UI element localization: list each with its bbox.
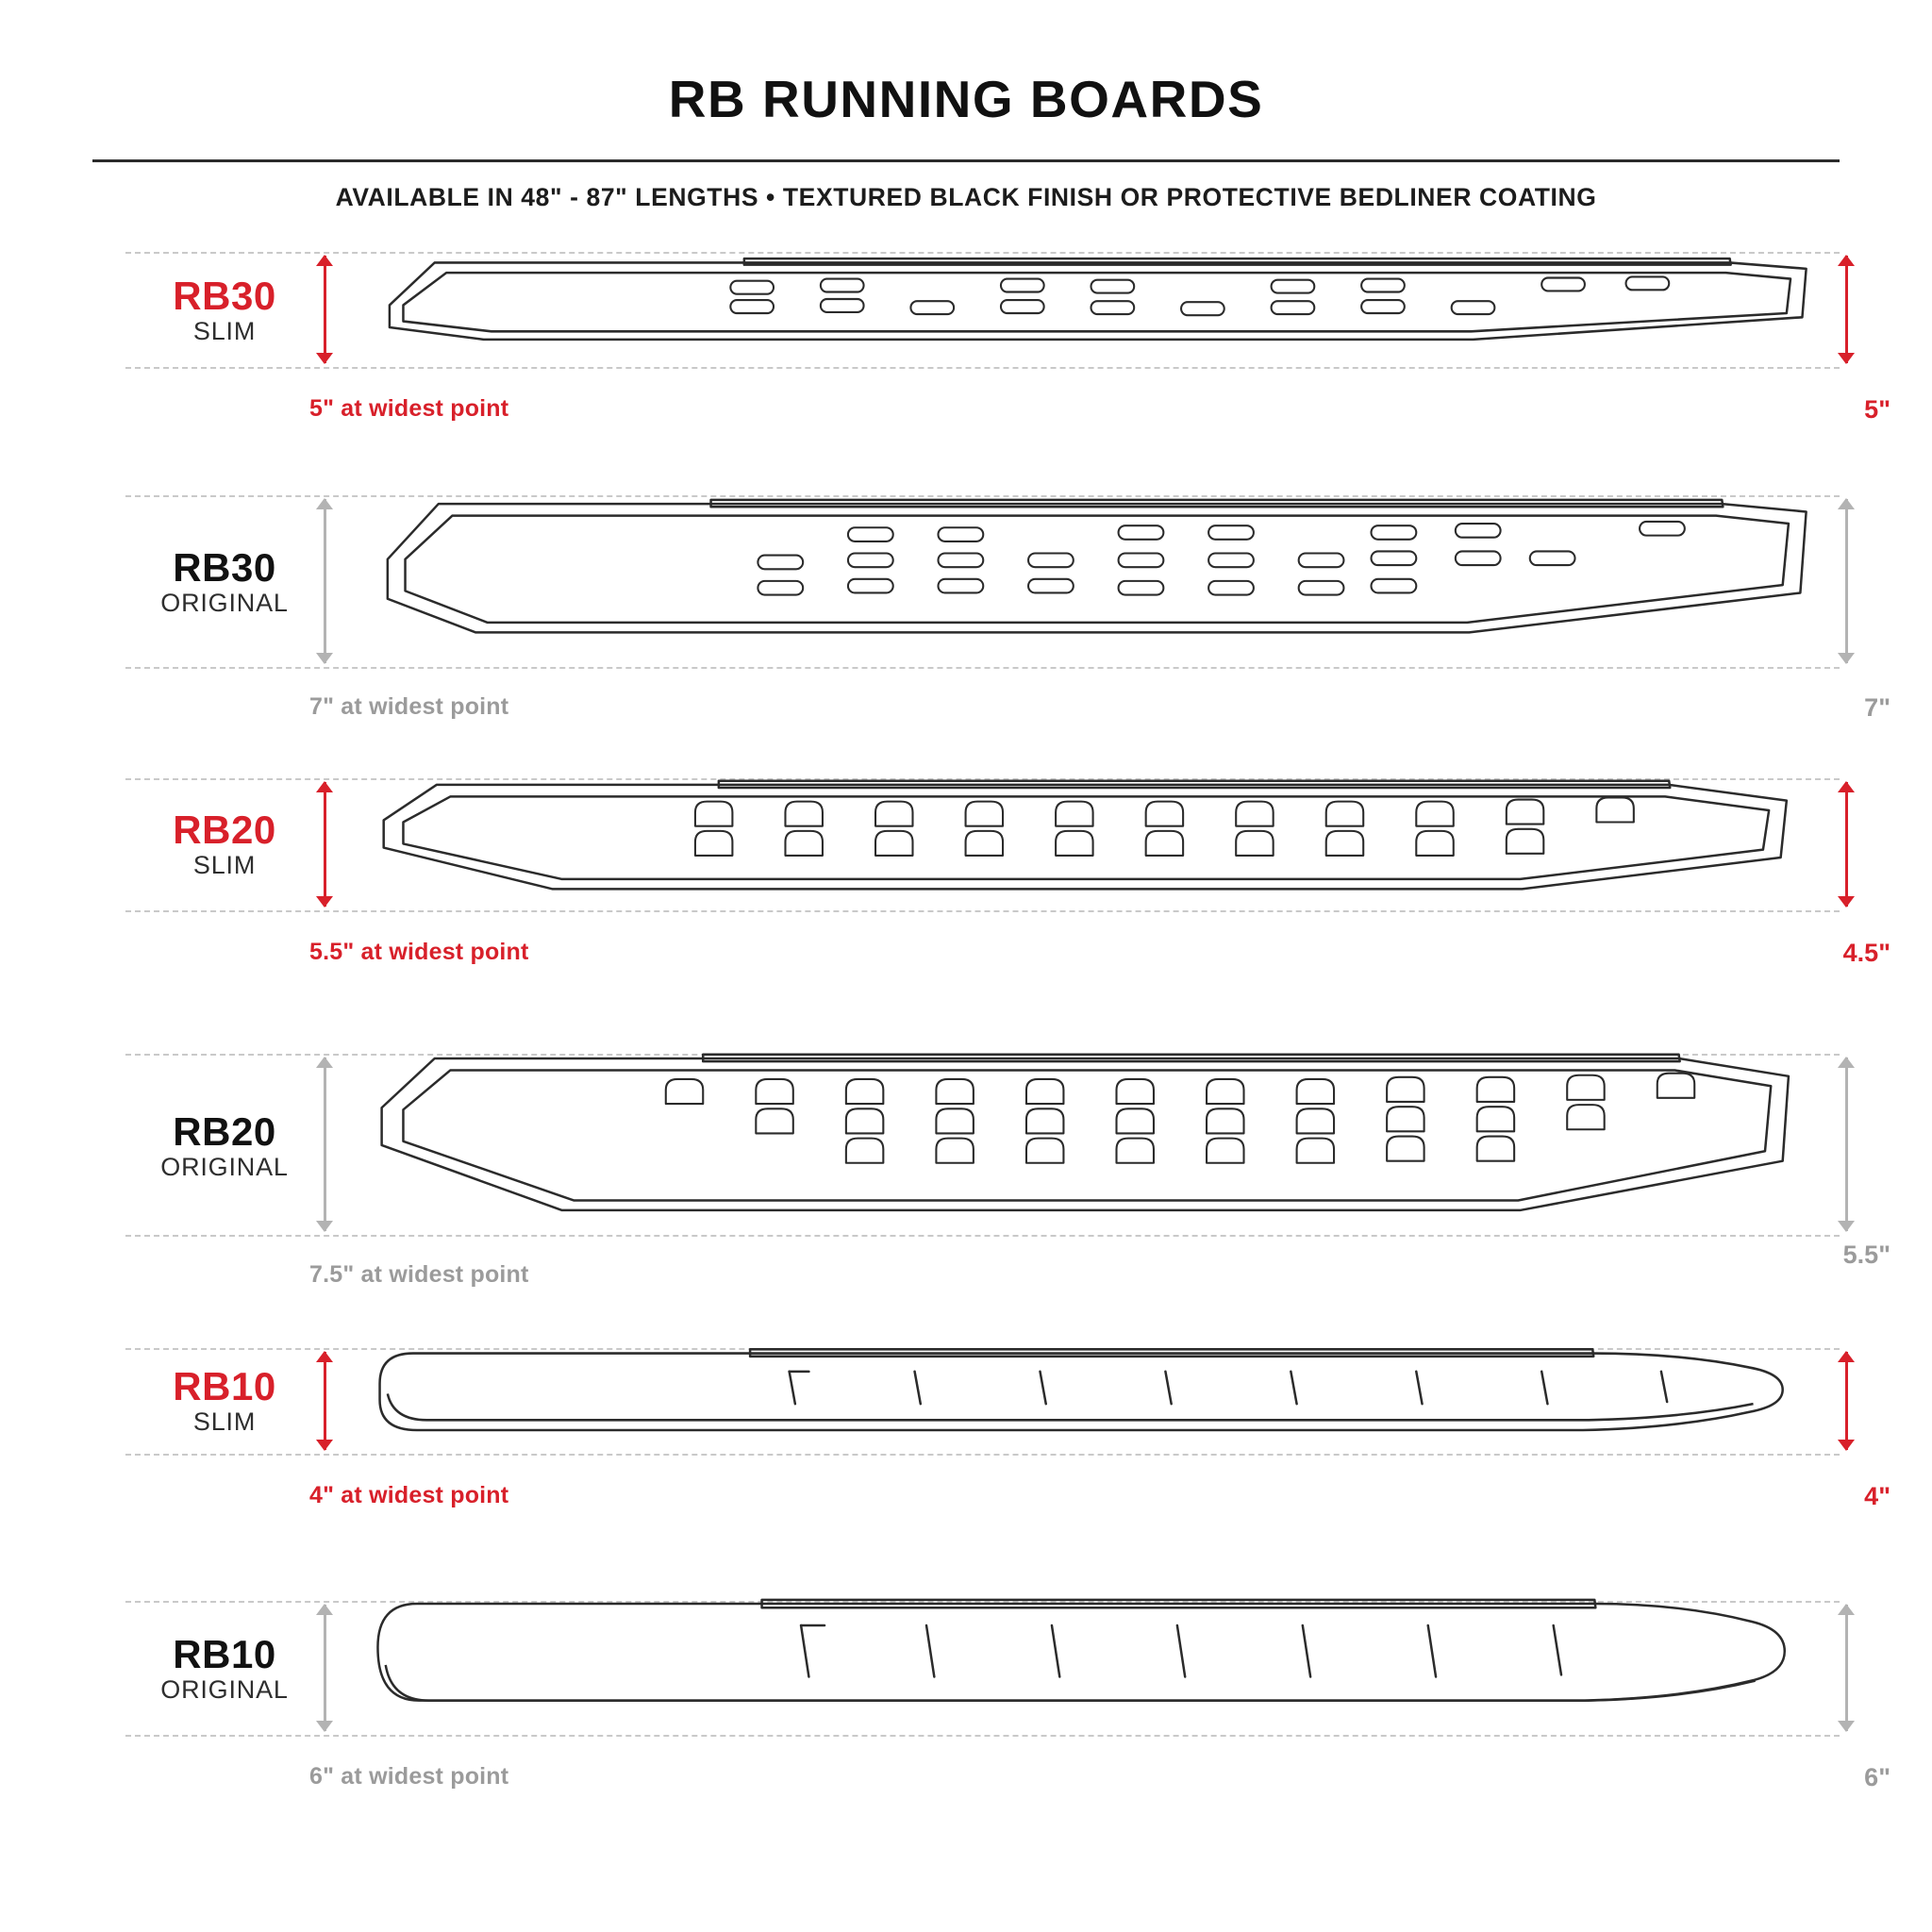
right-height-arrow: [1836, 1058, 1857, 1231]
row-rb10-original: [26, 1601, 1906, 1837]
left-height-arrow: [314, 1058, 335, 1231]
label-rb10-original: [125, 1632, 324, 1705]
board-illustration-rb10-original: [366, 1582, 1816, 1752]
variant-label: ORIGINAL: [160, 1674, 289, 1704]
width-note: 7.5" at widest point: [309, 1261, 529, 1288]
height-note: 5": [1864, 395, 1890, 424]
label-rb30-original: [125, 545, 324, 618]
variant-label: SLIM: [192, 316, 257, 345]
left-height-arrow: [314, 1605, 335, 1731]
width-note: 4" at widest point: [309, 1482, 509, 1508]
model-label: RB20: [173, 1109, 276, 1154]
board-illustration-rb30-original: [366, 482, 1816, 685]
height-note: 4": [1864, 1482, 1890, 1510]
height-note: 4.5": [1842, 939, 1890, 967]
variant-label: ORIGINAL: [160, 1152, 289, 1181]
right-height-arrow: [1836, 256, 1857, 363]
height-note: 6": [1864, 1763, 1890, 1791]
variant-label: ORIGINAL: [160, 588, 289, 617]
label-rb20-slim: [125, 810, 324, 880]
board-rows: [26, 252, 1906, 1837]
row-rb10-slim: [26, 1348, 1906, 1601]
model-label: RB30: [173, 545, 276, 590]
width-note: 5" at widest point: [309, 395, 509, 422]
board-illustration-rb30-slim: [366, 242, 1816, 384]
board-illustration-rb20-original: [366, 1037, 1816, 1256]
height-note: 5.5": [1842, 1241, 1890, 1269]
label-rb20-original: [125, 1109, 324, 1182]
width-note: 6" at widest point: [309, 1763, 509, 1790]
variant-label: SLIM: [192, 1407, 257, 1436]
right-height-arrow: [1836, 1352, 1857, 1450]
width-note: 5.5" at widest point: [309, 939, 529, 965]
header: [26, 0, 1906, 212]
row-rb20-original: [26, 1054, 1906, 1348]
left-height-arrow: [314, 782, 335, 907]
left-height-arrow: [314, 1352, 335, 1450]
left-height-arrow: [314, 499, 335, 663]
header-divider: [92, 159, 1840, 162]
board-illustration-rb10-slim: [366, 1331, 1816, 1473]
model-label: RB30: [173, 274, 276, 318]
model-label: RB10: [173, 1632, 276, 1676]
label-rb30-slim: [125, 276, 324, 346]
header-subtitle: AVAILABLE IN 48" - 87" LENGTHS • TEXTURED BLACK FINISH OR PROTECTIVE BEDLINER COATING: [335, 183, 1597, 211]
right-height-arrow: [1836, 782, 1857, 907]
height-note: 7": [1864, 693, 1890, 722]
model-label: RB20: [173, 808, 276, 852]
row-rb30-original: [26, 495, 1906, 778]
label-rb10-slim: [125, 1364, 324, 1437]
right-height-arrow: [1836, 1605, 1857, 1731]
width-note: 7" at widest point: [309, 693, 509, 720]
row-rb20-slim: [26, 778, 1906, 1054]
row-rb30-slim: [26, 252, 1906, 495]
model-label: RB10: [173, 1364, 276, 1408]
left-height-arrow: [314, 256, 335, 363]
variant-label: SLIM: [192, 850, 257, 879]
board-illustration-rb20-slim: [366, 763, 1816, 928]
page-title: RB RUNNING BOARDS: [668, 70, 1264, 128]
right-height-arrow: [1836, 499, 1857, 663]
